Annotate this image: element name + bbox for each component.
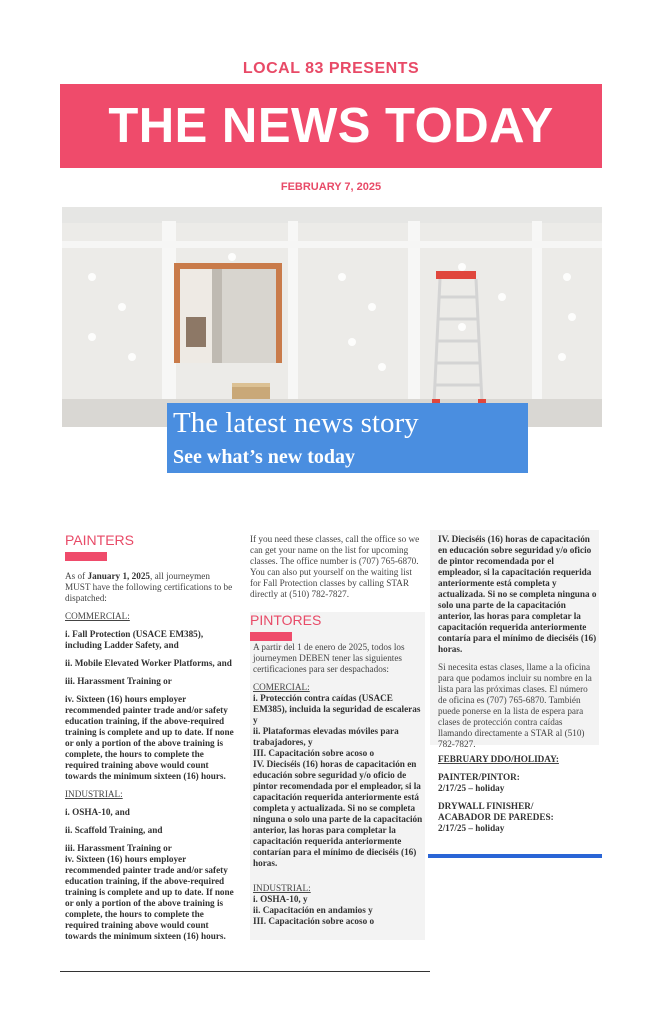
painters-industrial-item: iv. Sixteen (16) hours employer recommended painter trade and/or safety education training, if the above-required training is complete and up to date. If none or only a portion of the above training is complete, the hours to complete the required training above would count towards the minimum sixteen (16) hours. [65,854,234,941]
pintores-commercial-item: IV. Dieciséis (16) horas de capacitación en educación sobre seguridad y/o oficio de pintor recomendada por el empleador, si la capacitación requerida anteriormente está completa y actualizada. Si no se completa ninguna o solo una parte de la capacitación anterior, las horas para completar la capacitación requerida anteriormente contarían para el mínimo de dieciséis (16) horas. [253,759,423,868]
hero-photo [62,207,602,427]
pintores-industrial-item: ii. Capacitación en andamios y [253,905,373,915]
holiday-painter-label: PAINTER/PINTOR: [438,772,520,782]
painters-industrial-item: i. OSHA-10, and [65,807,130,817]
story-headline: The latest news story [173,407,419,439]
pintores-heading: PINTORES [250,612,322,628]
painters-contact [250,534,422,607]
painters-accent-bar [65,552,107,561]
issue-date: FEBRUARY 7, 2025 [280,181,382,193]
pintores-industrial-heading: INDUSTRIAL: [253,883,311,893]
masthead-title: THE NEWS TODAY [60,84,602,168]
painters-commercial-item: iii. Harassment Training or [65,676,172,686]
footer-rule [60,971,430,972]
pintores-commercial-item: ii. Plataformas elevadas móviles para trabajadores, y [253,726,399,747]
drywall-room-illustration [62,207,602,427]
painters-commercial-item: i. Fall Protection (USACE EM385), including Ladder Safety, and [65,629,204,650]
holiday-drywall-label: ACABADOR DE PAREDES: [438,812,554,822]
painters-column [65,571,237,942]
painters-intro: As of January 1, 2025, all journeymen MUST have the following certifications to be dispatched: [65,571,233,603]
painters-industrial-heading: INDUSTRIAL: [65,789,123,799]
pintores-commercial-item: III. Capacitación sobre acoso o [253,748,375,758]
painters-commercial-item: ii. Mobile Elevated Worker Platforms, and [65,658,232,668]
painters-heading-block [65,532,134,561]
pintores-commercial-heading: COMERCIAL: [253,682,310,692]
pintores-industrial-item: i. OSHA-10, y [253,894,308,904]
holiday-heading: FEBRUARY DDO/HOLIDAY: [438,754,559,764]
story-subhead: See what’s new today [173,446,356,468]
holiday-section [438,754,598,834]
pintores-contact: Si necesita estas clases, llame a la oficina para que podamos incluir su nombre en la lista para las próximas clases. El número de oficina es (707) 765-6870. También puede ponerse en la lista de espera para clases de protección contra caídas llamando directamente a STAR al (510) 782-7827. [438,662,592,749]
pintores-continued [438,534,598,757]
painters-contact-text: If you need these classes, call the office so we can get your name on the list for upcoming classes. The office number is (707) 765-6870. You can also put yourself on the waiting list for Fall Protection classes by calling STAR directly at (510) 782-7827. [250,534,420,599]
holiday-drywall-date: 2/17/25 – holiday [438,823,505,833]
holiday-drywall-label: DRYWALL FINISHER/ [438,801,534,811]
pintores-column [253,642,423,927]
pintores-heading-block [250,612,321,641]
painters-industrial-item: iii. Harassment Training or [65,843,172,853]
pintores-accent-bar [250,632,292,641]
presents-kicker: LOCAL 83 PRESENTS [242,60,420,77]
painters-commercial-heading: COMMERCIAL: [65,611,130,621]
painters-commercial-item: iv. Sixteen (16) hours employer recommended painter trade and/or safety education training, if the above-required training is complete and up to date. If none or only a portion of the above training is complete, the hours to complete the required training above would count towards the minimum sixteen (16) hours. [65,694,234,781]
pintores-industrial-item: III. Capacitación sobre acoso o [253,916,375,926]
painters-industrial-item: ii. Scaffold Training, and [65,825,163,835]
pintores-commercial-item: i. Protección contra caídas (USACE EM385), incluida la seguridad de escaleras y [253,693,421,725]
pintores-intro: A partir del 1 de enero de 2025, todos los journeymen DEBEN tener las siguientes certificaciones para ser despachados: [253,642,405,674]
painters-heading: PAINTERS [65,532,134,548]
pintores-continued-item: IV. Dieciséis (16) horas de capacitación en educación sobre seguridad y/o oficio de pintor recomendada por el empleador, si la capacitación requerida anteriormente está completa y actualizada. Si no se completa ninguna o solo una parte de la capacitación anterior, las horas para completar la capacitación requerida anteriormente contaría para el mínimo de dieciséis (16) horas. [438,534,597,654]
holiday-painter-date: 2/17/25 – holiday [438,783,505,793]
story-callout[interactable] [167,403,528,473]
holiday-divider [428,854,602,858]
